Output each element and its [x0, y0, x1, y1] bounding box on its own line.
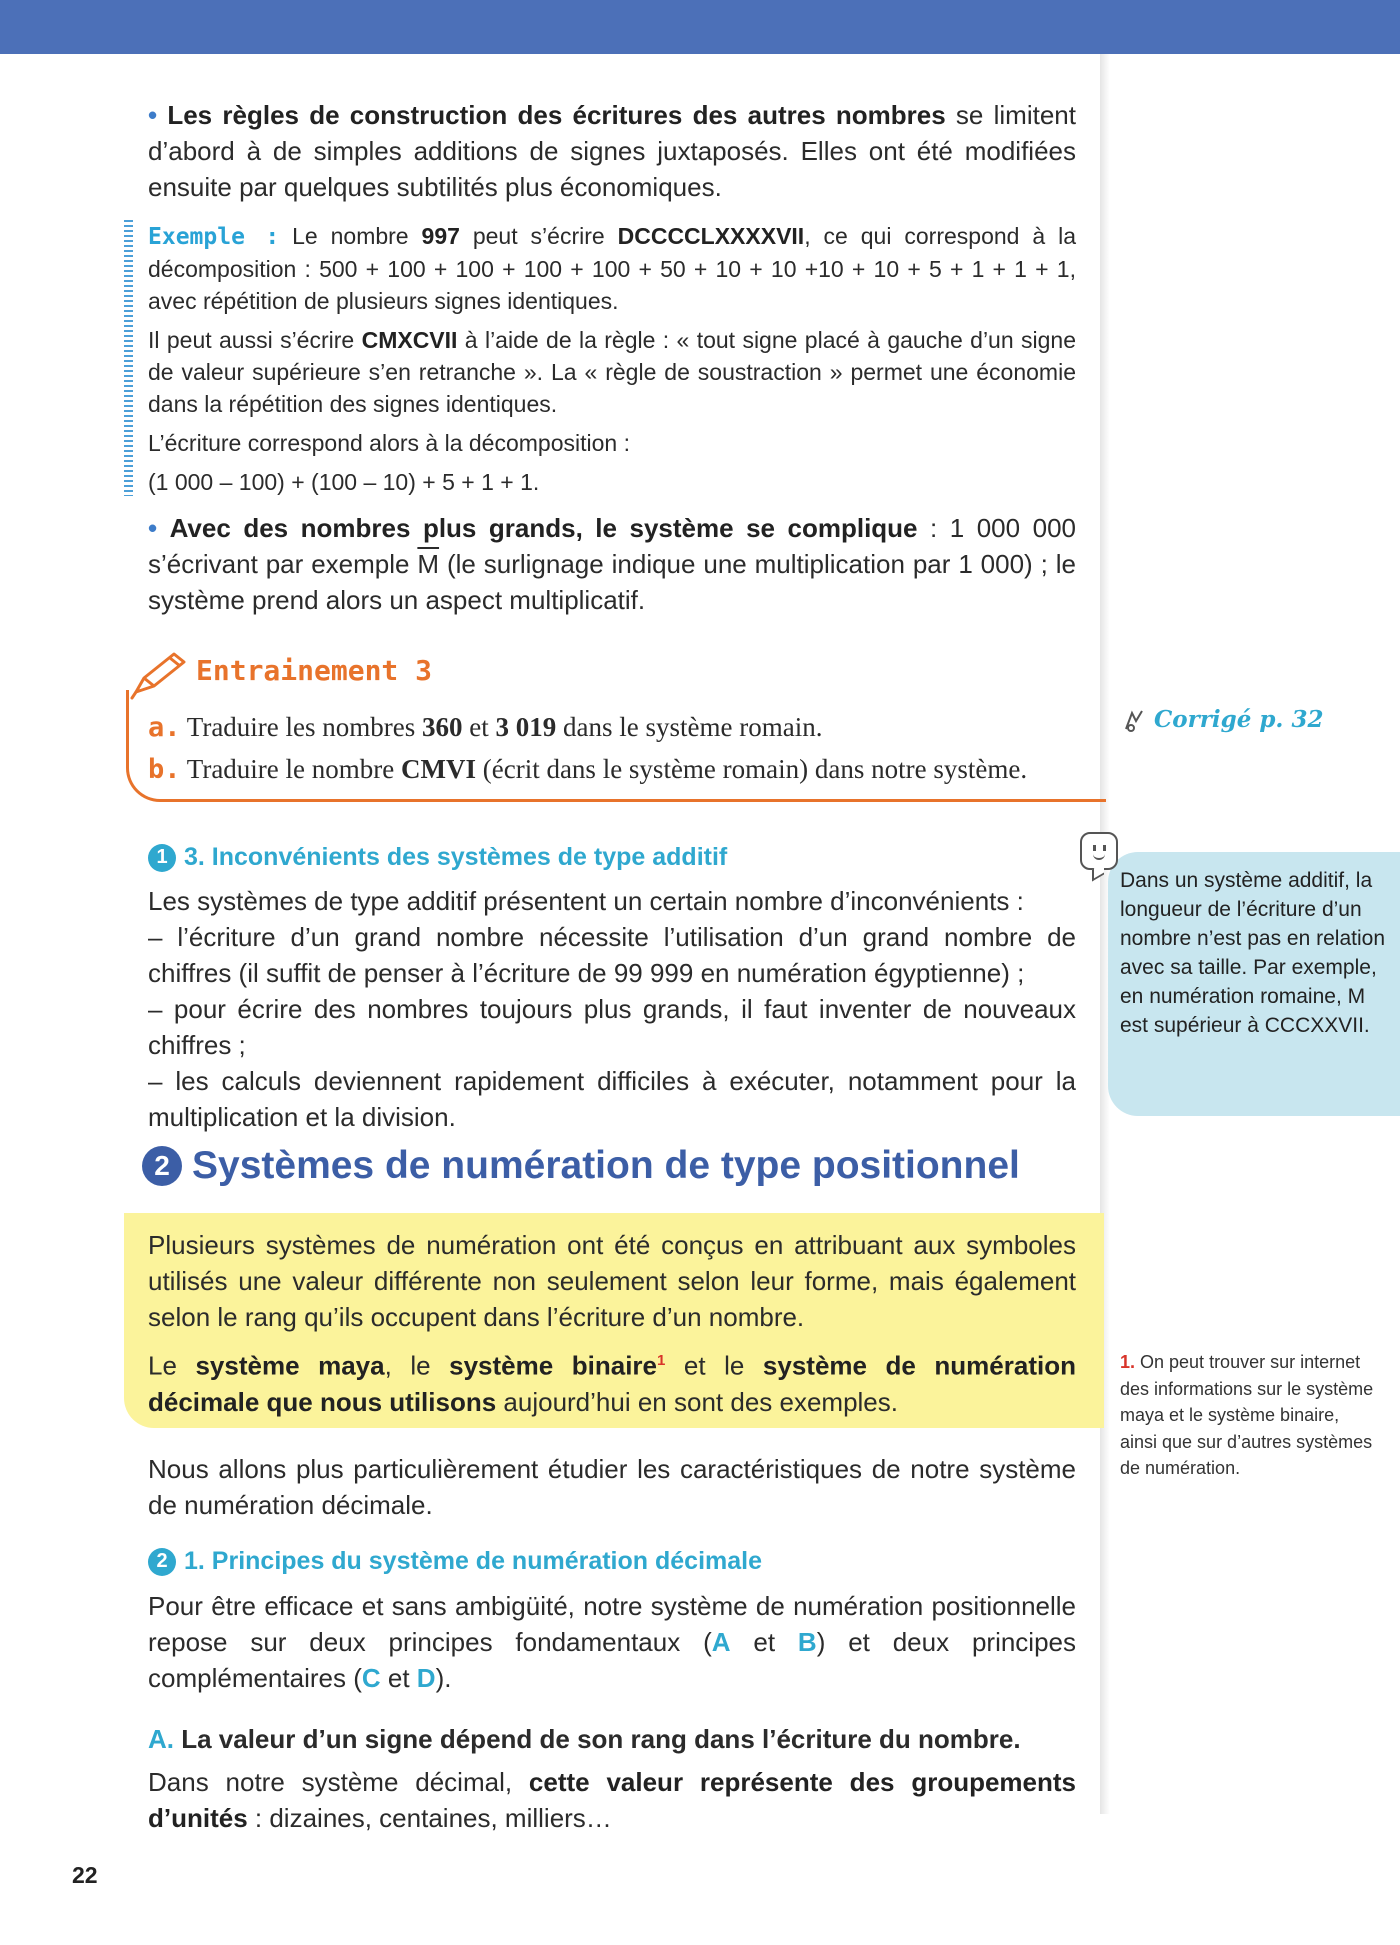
bigger-text: : 1 000 000 s’écrivant par exemple	[148, 513, 1076, 579]
training-text: dans le système romain.	[556, 712, 823, 742]
example-block	[124, 220, 1076, 498]
example-text: à l’aide de la règle : « tout signe placé à gauche d’un signe de valeur supérieure s’en retranche ». La « règle de soustraction » permet une économie dans la répétition des signes identiques.	[148, 327, 1076, 417]
section-number-badge: 1	[148, 844, 176, 872]
bullet-icon: •	[148, 100, 158, 130]
definition-text: , le	[384, 1350, 450, 1381]
section-title: 1. Principes du système de numération décimale	[184, 1547, 762, 1575]
example-p4: (1 000 – 100) + (100 – 10) + 5 + 1 + 1.	[148, 469, 540, 495]
body-text: ).	[435, 1663, 452, 1693]
example-label: Exemple :	[148, 224, 280, 250]
body-text: Pour être efficace et sans ambigüité, notre système de numération positionnelle repose sur deux principes fondamentaux (	[148, 1591, 1076, 1657]
example-text: Il peut aussi s’écrire	[148, 327, 362, 353]
definition-text: et le	[665, 1350, 763, 1381]
section-number-badge: 2	[148, 1548, 176, 1576]
body-line: – pour écrire des nombres toujours plus grands, il faut inventer de nouveaux chiffres ;	[148, 994, 1076, 1060]
study-paragraph: Nous allons plus particulièrement étudier les caractéristiques de notre système de numération décimale.	[148, 1454, 1076, 1520]
example-p2	[148, 324, 1076, 420]
training-label: a.	[148, 712, 181, 743]
training-roman: CMVI	[401, 754, 476, 784]
example-p3: L’écriture correspond alors à la décomposition :	[148, 430, 630, 456]
example-roman: CMXCVII	[361, 327, 458, 353]
top-banner	[0, 0, 1400, 54]
section-1-3-body	[148, 883, 1076, 1135]
definition-p2	[148, 1343, 1076, 1420]
principle-title: La valeur d’un signe dépend de son rang dans l’écriture du nombre.	[174, 1724, 1021, 1754]
example-p1	[148, 220, 1076, 317]
example-number: 997	[421, 223, 460, 249]
pencil-icon	[130, 648, 194, 700]
definition-box	[124, 1213, 1104, 1428]
corrige-link[interactable]	[1122, 706, 1323, 733]
body-text: ) et deux principes complémentaires (	[148, 1627, 1077, 1693]
bullet-icon: •	[148, 513, 158, 543]
definition-text: aujourd’hui en sont des exemples.	[496, 1386, 898, 1417]
body-text: et	[380, 1663, 417, 1693]
example-text: , ce qui correspond à la décomposition : 500 + 100 + 100 + 100 + 100 + 50 + 10 + 10 +10 + 10 + 5 + 1 + 1 + 1, avec répétition de plusieurs signes identiques.	[148, 223, 1076, 314]
section-heading-2-1	[148, 1547, 762, 1576]
body-line: – les calculs deviennent rapidement difficiles à exécuter, notamment pour la multiplication et la division.	[148, 1066, 1076, 1132]
overline-m: $\overline{M}$	[417, 549, 440, 579]
footnote	[1120, 1349, 1380, 1482]
training-number: 360	[422, 712, 463, 742]
definition-bold: système binaire	[449, 1350, 658, 1381]
bigger-paragraph	[148, 510, 1076, 618]
intro-bold: Les règles de construction des écritures des autres nombres	[167, 100, 946, 130]
page-number: 22	[72, 1862, 98, 1888]
body-text: et	[730, 1627, 798, 1657]
section-heading-1-3	[148, 843, 727, 872]
definition-bold: système de numération décimale que nous utilisons	[148, 1350, 1076, 1417]
definition-text: Le	[148, 1350, 196, 1381]
training-text: (écrit dans le système romain) dans notre système.	[476, 754, 1028, 784]
body-bold: cette valeur représente des groupements d’unités	[148, 1767, 1077, 1833]
principle-a-body	[148, 1764, 1076, 1836]
body-text: : dizaines, centaines, milliers…	[247, 1803, 612, 1833]
training-item-a	[148, 709, 822, 746]
training-number: 3 019	[495, 712, 557, 742]
bigger-bold: Avec des nombres plus grands, le système se complique	[169, 513, 918, 543]
side-note: Dans un système additif, la longueur de l’écriture d’un nombre n’est pas en relation avec sa taille. Par exemple, en numération romaine, M est supérieur à CCCXXVII.	[1108, 852, 1400, 1116]
intro-paragraph	[148, 97, 1076, 205]
section-number-badge: 2	[142, 1146, 182, 1186]
principles-paragraph	[148, 1588, 1076, 1696]
corrige-label: Corrigé p. 32	[1154, 706, 1324, 733]
body-text: Dans notre système décimal,	[148, 1767, 529, 1797]
training-text: et	[462, 712, 496, 742]
section-heading-2	[142, 1144, 1020, 1188]
definition-p1: Plusieurs systèmes de numération ont été conçus en attribuant aux symboles utilisés une valeur différente non seulement selon leur forme, mais également selon le rang qu’ils occupent dans l’écriture d’un nombre.	[148, 1230, 1076, 1332]
training-label: b.	[148, 754, 181, 785]
principle-letter: B	[797, 1627, 817, 1657]
principle-a-heading	[148, 1721, 1076, 1757]
footnote-number: 1.	[1120, 1352, 1136, 1372]
definition-bold: système maya	[195, 1350, 385, 1381]
bigger-text: (le surlignage indique une multiplication par 1 000) ; le système prend alors un aspect multiplicatif.	[148, 549, 1076, 615]
example-text: peut s’écrire	[459, 223, 618, 249]
corrige-icon	[1122, 707, 1148, 733]
training-title: Entrainement 3	[196, 654, 433, 687]
training-text: Traduire les nombres	[180, 712, 422, 742]
principle-letter: C	[361, 1663, 381, 1693]
intro-text: se limitent d’abord à de simples additions de signes juxtaposés. Elles ont été modifiées ensuite par quelques subtilités plus économiques.	[148, 100, 1076, 202]
training-text: Traduire le nombre	[180, 754, 401, 784]
principle-letter: A.	[148, 1724, 174, 1754]
example-roman: DCCCCLXXXXVII	[617, 223, 805, 249]
section-title: 3. Inconvénients des systèmes de type additif	[184, 843, 728, 871]
speech-bubble-icon	[1080, 832, 1118, 870]
body-line: Les systèmes de type additif présentent un certain nombre d’inconvénients :	[148, 886, 1024, 916]
footnote-ref[interactable]: 1	[657, 1352, 666, 1369]
principle-letter: A	[711, 1627, 731, 1657]
principle-letter: D	[416, 1663, 436, 1693]
training-item-b	[148, 751, 1027, 788]
body-line: – l’écriture d’un grand nombre nécessite l’utilisation d’un grand nombre de chiffres (il suffit de penser à l’écriture de 99 999 en numération égyptienne) ;	[148, 922, 1076, 988]
footnote-text: On peut trouver sur internet des informations sur le système maya et le système binaire, ainsi que sur d’autres systèmes de numération.	[1120, 1352, 1374, 1478]
example-text: Le nombre	[279, 223, 422, 249]
section-title: Systèmes de numération de type positionnel	[192, 1144, 1020, 1187]
